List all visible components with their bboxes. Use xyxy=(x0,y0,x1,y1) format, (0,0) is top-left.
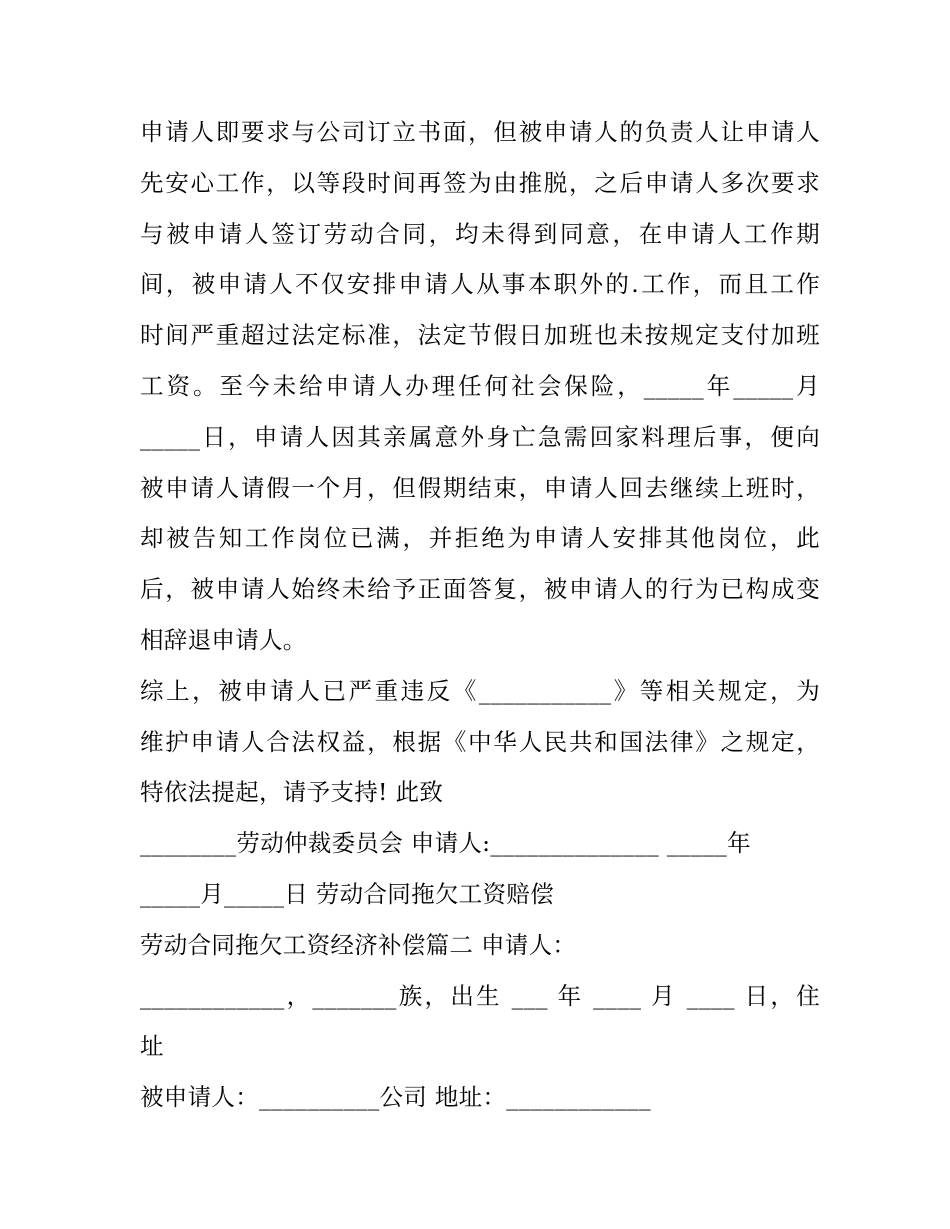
paragraph-line: 先安心工作，以等段时间再签为由推脱，之后申请人多次要求 xyxy=(140,168,820,197)
document-body xyxy=(140,107,820,1123)
paragraph-line: ________劳动仲裁委员会 申请人:______________ _____年 xyxy=(140,829,751,858)
paragraph-line: 劳动合同拖欠工资经济补偿篇二 申请人： xyxy=(140,930,577,959)
paragraph-line: _____日，申请人因其亲属意外身亡急需回家料理后事，便向 xyxy=(140,422,820,451)
paragraph-line: 后，被申请人始终未给予正面答复，被申请人的行为已构成变 xyxy=(140,575,820,604)
paragraph-line: 特依法提起，请予支持! 此致 xyxy=(140,778,444,807)
paragraph-line: 间，被申请人不仅安排申请人从事本职外的.工作，而且工作 xyxy=(140,270,820,299)
paragraph-line: 综上，被申请人已严重违反《___________》等相关规定，为 xyxy=(140,676,820,705)
paragraph-line: 与被申请人签订劳动合同，均未得到同意，在申请人工作期 xyxy=(140,219,820,248)
paragraph-line: 维护申请人合法权益，根据《中华人民共和国法律》之规定， xyxy=(140,727,820,756)
paragraph-line: 被申请人请假一个月，但假期结束，申请人回去继续上班时， xyxy=(140,473,820,502)
paragraph-line: 工资。至今未给申请人办理任何社会保险，_____年_____月 xyxy=(140,371,820,400)
paragraph-line: 申请人即要求与公司订立书面，但被申请人的负责人让申请人 xyxy=(140,118,820,146)
paragraph-line: 址 xyxy=(140,1032,164,1061)
paragraph-line: _____月_____日 劳动合同拖欠工资赔偿 xyxy=(140,879,554,908)
paragraph-line: 被申请人：__________公司 地址：____________ xyxy=(140,1083,651,1112)
paragraph-line: 相辞退申请人。 xyxy=(140,625,307,654)
paragraph-line: 却被告知工作岗位已满，并拒绝为申请人安排其他岗位，此 xyxy=(140,524,820,553)
paragraph-line: 时间严重超过法定标准，法定节假日加班也未按规定支付加班 xyxy=(140,321,820,350)
paragraph-line: ____________，_______族，出生 ___ 年 ____ 月 ____ 日，住 xyxy=(140,981,820,1010)
